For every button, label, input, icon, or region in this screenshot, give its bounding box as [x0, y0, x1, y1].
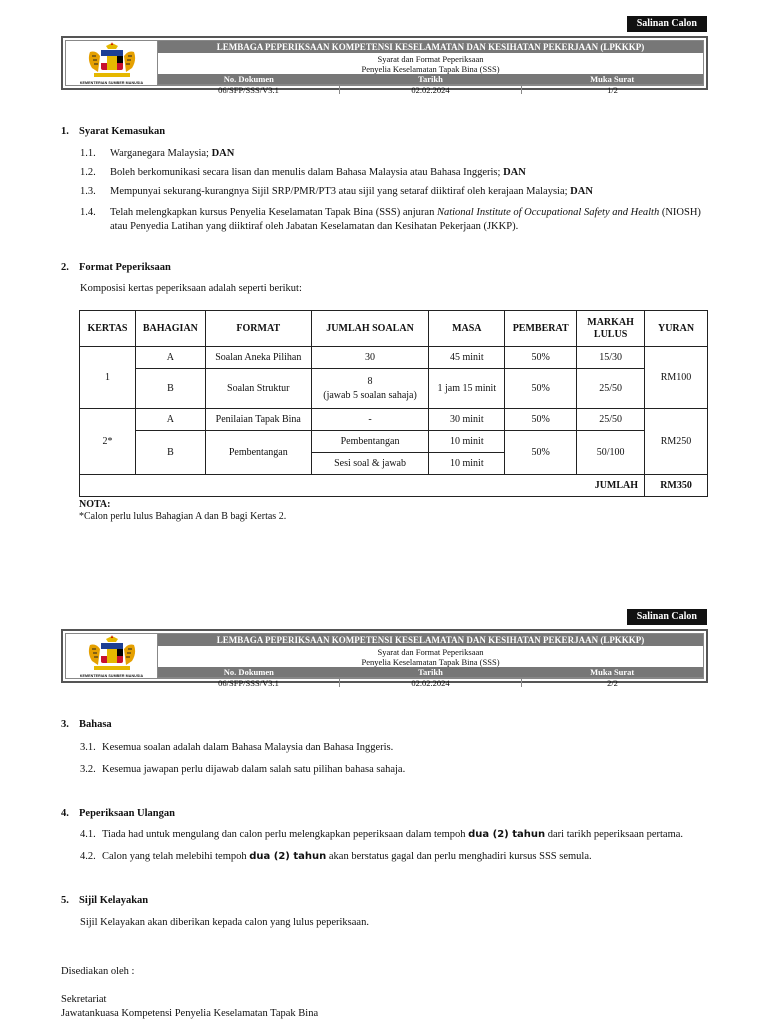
prepared-by-line-1: Sekretariat [61, 994, 107, 1005]
coat-of-arms-icon [84, 42, 140, 80]
meta-header-row: No. Dokumen Tarikh Muka Surat [158, 74, 703, 84]
document-subtitle: Syarat dan Format Peperiksaan Penyelia Keselamatan Tapak Bina (SSS) [361, 54, 500, 74]
coat-of-arms-icon [84, 635, 140, 673]
note: NOTA: *Calon perlu lulus Bahagian A dan B bagi Kertas 2. [79, 499, 287, 522]
prepared-by-label: Disediakan oleh : [61, 966, 135, 977]
document-subtitle: Syarat dan Format Peperiksaan Penyelia Keselamatan Tapak Bina (SSS) [361, 647, 500, 667]
copy-badge: Salinan Calon [627, 609, 707, 625]
list-item: 3.1. Kesemua soalan adalah dalam Bahasa Malaysia dan Bahasa Inggeris. [80, 742, 394, 753]
list-item: 1.3. Mempunyai sekurang-kurangnya Sijil SRP/PMR/PT3 atau sijil yang setaraf diiktiraf oleh kerajaan Malaysia; DAN [80, 186, 593, 197]
copy-badge: Salinan Calon [627, 16, 707, 32]
table-row: 2* A Penilaian Tapak Bina - 30 minit 50% 25/50 RM250 [80, 409, 708, 431]
ministry-logo [66, 634, 158, 678]
ministry-logo [66, 41, 158, 85]
list-item: 1.1. Warganegara Malaysia; DAN [80, 148, 235, 159]
table-row: Sesi soal & jawab 10 minit [80, 453, 708, 475]
section-4-title: 4. Peperiksaan Ulangan [61, 808, 175, 819]
table-header-row: KERTAS BAHAGIAN FORMAT JUMLAH SOALAN MASA PEMBERAT MARKAH LULUS YURAN [80, 311, 708, 347]
doc-number: 06/SFP/SSS/V3.1 [218, 85, 279, 95]
document-header [61, 36, 708, 95]
section-3-title: 3. Bahasa [61, 719, 112, 730]
agency-title: LEMBAGA PEPERIKSAAN KOMPETENSI KESELAMATAN DAN KESIHATAN PEKERJAAN (LPKKKP) [158, 634, 703, 646]
page-number: 2/2 [521, 678, 703, 687]
section-2-title: 2. Format Peperiksaan [61, 262, 171, 273]
doc-date: 02.02.2024 [339, 678, 521, 687]
list-item: 4.1. Tiada had untuk mengulang dan calon perlu melengkapkan peperiksaan dalam tempoh dua (2) tahun dari tarikh peperiksaan pertama. [80, 829, 684, 840]
section-5-title: 5. Sijil Kelayakan [61, 895, 149, 906]
list-item: 1.4. Telah melengkapkan kursus Penyelia Keselamatan Tapak Bina (SSS) anjuran National Institute of Occupational Safety and Health (NIOSH) atau Penyedia Latihan yang diiktiraf oleh Jabatan Keselamatan dan Kesihatan Pekerjaan (JKKP). [80, 207, 701, 232]
list-item: 1.2. Boleh berkomunikasi secara lisan dan menulis dalam Bahasa Malaysia atau Bahasa Inggeris; DAN [80, 167, 526, 178]
table-row: B Soalan Struktur 8 (jawab 5 soalan sahaja) 1 jam 15 minit 50% 25/50 [80, 369, 708, 409]
prepared-by-line-2: Jawatankuasa Kompetensi Penyelia Keselamatan Tapak Bina [61, 1008, 319, 1019]
ministry-caption: KEMENTERIAN SUMBER MANUSIA [79, 80, 144, 85]
table-row: 1 A Soalan Aneka Pilihan 30 45 minit 50% 15/30 RM100 [80, 347, 708, 369]
table-total-row: JUMLAH RM350 [80, 475, 708, 497]
page-number: 1/2 [521, 85, 703, 94]
list-item: 3.2. Kesemua jawapan perlu dijawab dalam salah satu pilihan bahasa sahaja. [80, 764, 406, 775]
section-2-intro: Komposisi kertas peperiksaan adalah seperti berikut: [80, 283, 302, 294]
document-header [61, 629, 708, 688]
doc-number: 06/SFP/SSS/V3.1 [218, 678, 279, 688]
section-1-title: 1. Syarat Kemasukan [61, 126, 166, 137]
meta-header-row: No. Dokumen Tarikh Muka Surat [158, 667, 703, 677]
ministry-caption: KEMENTERIAN SUMBER MANUSIA [79, 673, 144, 678]
list-item: 4.2. Calon yang telah melebihi tempoh dua (2) tahun akan berstatus gagal dan perlu menghadiri kursus SSS semula. [80, 851, 592, 862]
exam-format-table [79, 310, 708, 497]
meta-value-row [158, 84, 703, 94]
agency-title: LEMBAGA PEPERIKSAAN KOMPETENSI KESELAMATAN DAN KESIHATAN PEKERJAAN (LPKKKP) [158, 41, 703, 53]
table-row: B Pembentangan Pembentangan 10 minit 50% 50/100 [80, 431, 708, 453]
section-5-text: Sijil Kelayakan akan diberikan kepada calon yang lulus peperiksaan. [80, 917, 369, 928]
doc-date: 02.02.2024 [339, 85, 521, 94]
meta-value-row [158, 677, 703, 687]
